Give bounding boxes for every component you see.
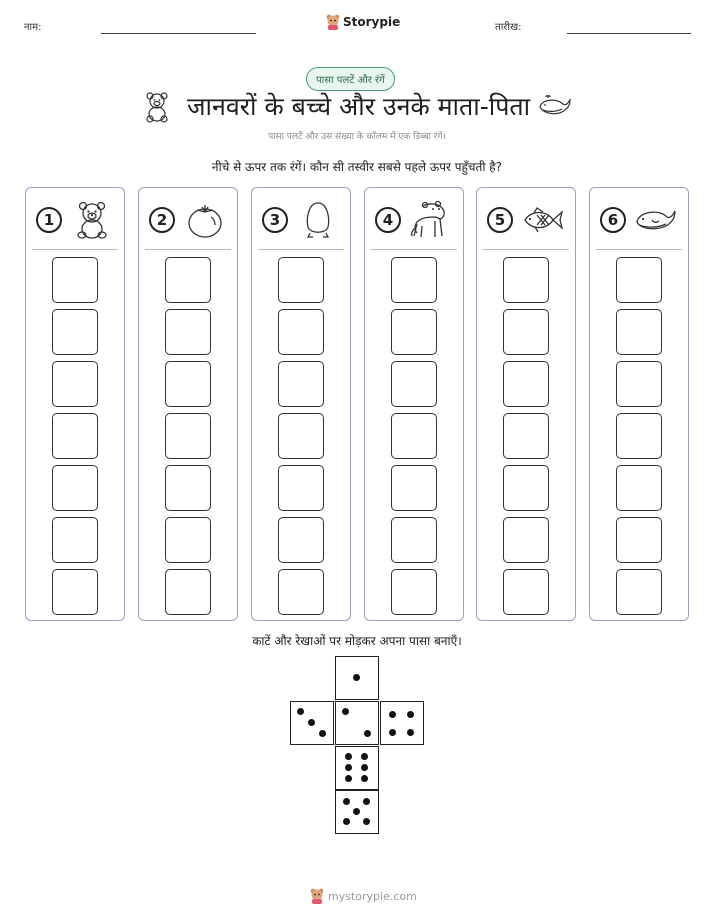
dice-face-6 <box>335 746 379 790</box>
color-box[interactable] <box>52 257 98 303</box>
color-box[interactable] <box>165 465 211 511</box>
color-box[interactable] <box>52 569 98 615</box>
color-box[interactable] <box>616 257 662 303</box>
pip <box>345 753 352 760</box>
pip <box>342 708 349 715</box>
teddy-bear-icon <box>144 91 172 123</box>
column-header <box>373 200 457 246</box>
color-box[interactable] <box>503 361 549 407</box>
color-box[interactable] <box>616 569 662 615</box>
color-box[interactable] <box>52 465 98 511</box>
brand-name: Storypie <box>343 15 401 29</box>
color-box[interactable] <box>165 257 211 303</box>
color-box[interactable] <box>278 413 324 459</box>
pip <box>343 798 350 805</box>
column-header <box>485 200 569 246</box>
pip <box>361 753 368 760</box>
pip <box>407 729 414 736</box>
color-box[interactable] <box>503 413 549 459</box>
date-write-line[interactable] <box>567 33 691 34</box>
color-box[interactable] <box>278 257 324 303</box>
lion-cub-icon <box>409 200 453 240</box>
pip <box>353 674 360 681</box>
color-box[interactable] <box>278 517 324 563</box>
column-number: 2 <box>149 207 175 233</box>
storypie-mascot-icon <box>326 14 340 30</box>
column-header <box>260 200 344 246</box>
fish-icon <box>521 200 565 240</box>
color-box[interactable] <box>391 569 437 615</box>
date-label: तारीख: <box>495 22 522 33</box>
tomato-icon <box>183 200 227 240</box>
color-box[interactable] <box>278 361 324 407</box>
column-number: 1 <box>36 207 62 233</box>
color-box[interactable] <box>391 361 437 407</box>
column-number: 4 <box>375 207 401 233</box>
color-box[interactable] <box>391 413 437 459</box>
dice-net <box>290 656 424 834</box>
pip <box>345 775 352 782</box>
column-divider <box>483 249 569 250</box>
color-box[interactable] <box>616 361 662 407</box>
pip <box>345 764 352 771</box>
column-divider <box>596 249 682 250</box>
dice-face-1 <box>335 656 379 700</box>
column-divider <box>258 249 344 250</box>
column-header <box>147 200 231 246</box>
column-divider <box>145 249 231 250</box>
pip <box>389 711 396 718</box>
column-divider <box>32 249 118 250</box>
column-6 <box>589 187 689 621</box>
color-box[interactable] <box>278 309 324 355</box>
name-write-line[interactable] <box>101 33 256 34</box>
color-box[interactable] <box>616 517 662 563</box>
column-header <box>34 200 118 246</box>
column-header <box>598 200 682 246</box>
color-box[interactable] <box>278 465 324 511</box>
color-box[interactable] <box>503 309 549 355</box>
color-box[interactable] <box>503 569 549 615</box>
pip <box>364 730 371 737</box>
pip <box>407 711 414 718</box>
color-box[interactable] <box>52 361 98 407</box>
pip <box>353 808 360 815</box>
color-box[interactable] <box>52 517 98 563</box>
column-5 <box>476 187 576 621</box>
color-box[interactable] <box>503 257 549 303</box>
dice-face-2 <box>335 701 379 745</box>
pip <box>363 798 370 805</box>
column-1 <box>25 187 125 621</box>
dice-face-4 <box>380 701 424 745</box>
column-number: 3 <box>262 207 288 233</box>
whale-icon <box>634 200 678 240</box>
cut-instruction: काटें और रेखाओं पर मोड़कर अपना पासा बनाएँ। <box>252 634 462 648</box>
column-3 <box>251 187 351 621</box>
color-box[interactable] <box>391 465 437 511</box>
footer-url[interactable]: mystorypie.com <box>328 889 417 903</box>
pip <box>297 708 304 715</box>
storypie-mascot-icon <box>310 888 324 904</box>
pip <box>363 818 370 825</box>
pip <box>389 729 396 736</box>
footer <box>310 888 417 904</box>
color-box[interactable] <box>616 309 662 355</box>
column-divider <box>371 249 457 250</box>
color-box[interactable] <box>278 569 324 615</box>
color-box[interactable] <box>165 361 211 407</box>
pip <box>319 730 326 737</box>
color-box[interactable] <box>616 465 662 511</box>
page-title: जानवरों के बच्चे और उनके माता-पिता <box>187 92 531 121</box>
column-2 <box>138 187 238 621</box>
column-number: 5 <box>487 207 513 233</box>
color-box[interactable] <box>503 465 549 511</box>
pip <box>308 719 315 726</box>
color-box[interactable] <box>391 257 437 303</box>
color-box[interactable] <box>165 517 211 563</box>
color-box[interactable] <box>165 569 211 615</box>
whale-title-icon <box>538 95 572 119</box>
name-label: नाम: <box>24 22 42 33</box>
color-box[interactable] <box>52 309 98 355</box>
page-subtitle: पासा पलटें और उस संख्या के कॉलम में एक डिब्बा रंगें। <box>268 132 446 142</box>
color-box[interactable] <box>52 413 98 459</box>
dice-face-3 <box>290 701 334 745</box>
color-box[interactable] <box>616 413 662 459</box>
pip <box>343 818 350 825</box>
egg-icon <box>296 200 340 240</box>
column-4 <box>364 187 464 621</box>
pip <box>361 775 368 782</box>
activity-badge: पासा पलटें और रंगें <box>306 67 395 91</box>
bear-cub-icon <box>70 200 114 240</box>
color-box[interactable] <box>391 517 437 563</box>
pip <box>361 764 368 771</box>
color-box[interactable] <box>391 309 437 355</box>
color-box[interactable] <box>503 517 549 563</box>
column-number: 6 <box>600 207 626 233</box>
dice-face-5 <box>335 790 379 834</box>
page-instruction: नीचे से ऊपर तक रंगें। कौन सी तस्वीर सबसे पहले ऊपर पहुँचती है? <box>211 160 503 174</box>
color-box[interactable] <box>165 309 211 355</box>
brand-logo <box>326 14 400 30</box>
color-box[interactable] <box>165 413 211 459</box>
